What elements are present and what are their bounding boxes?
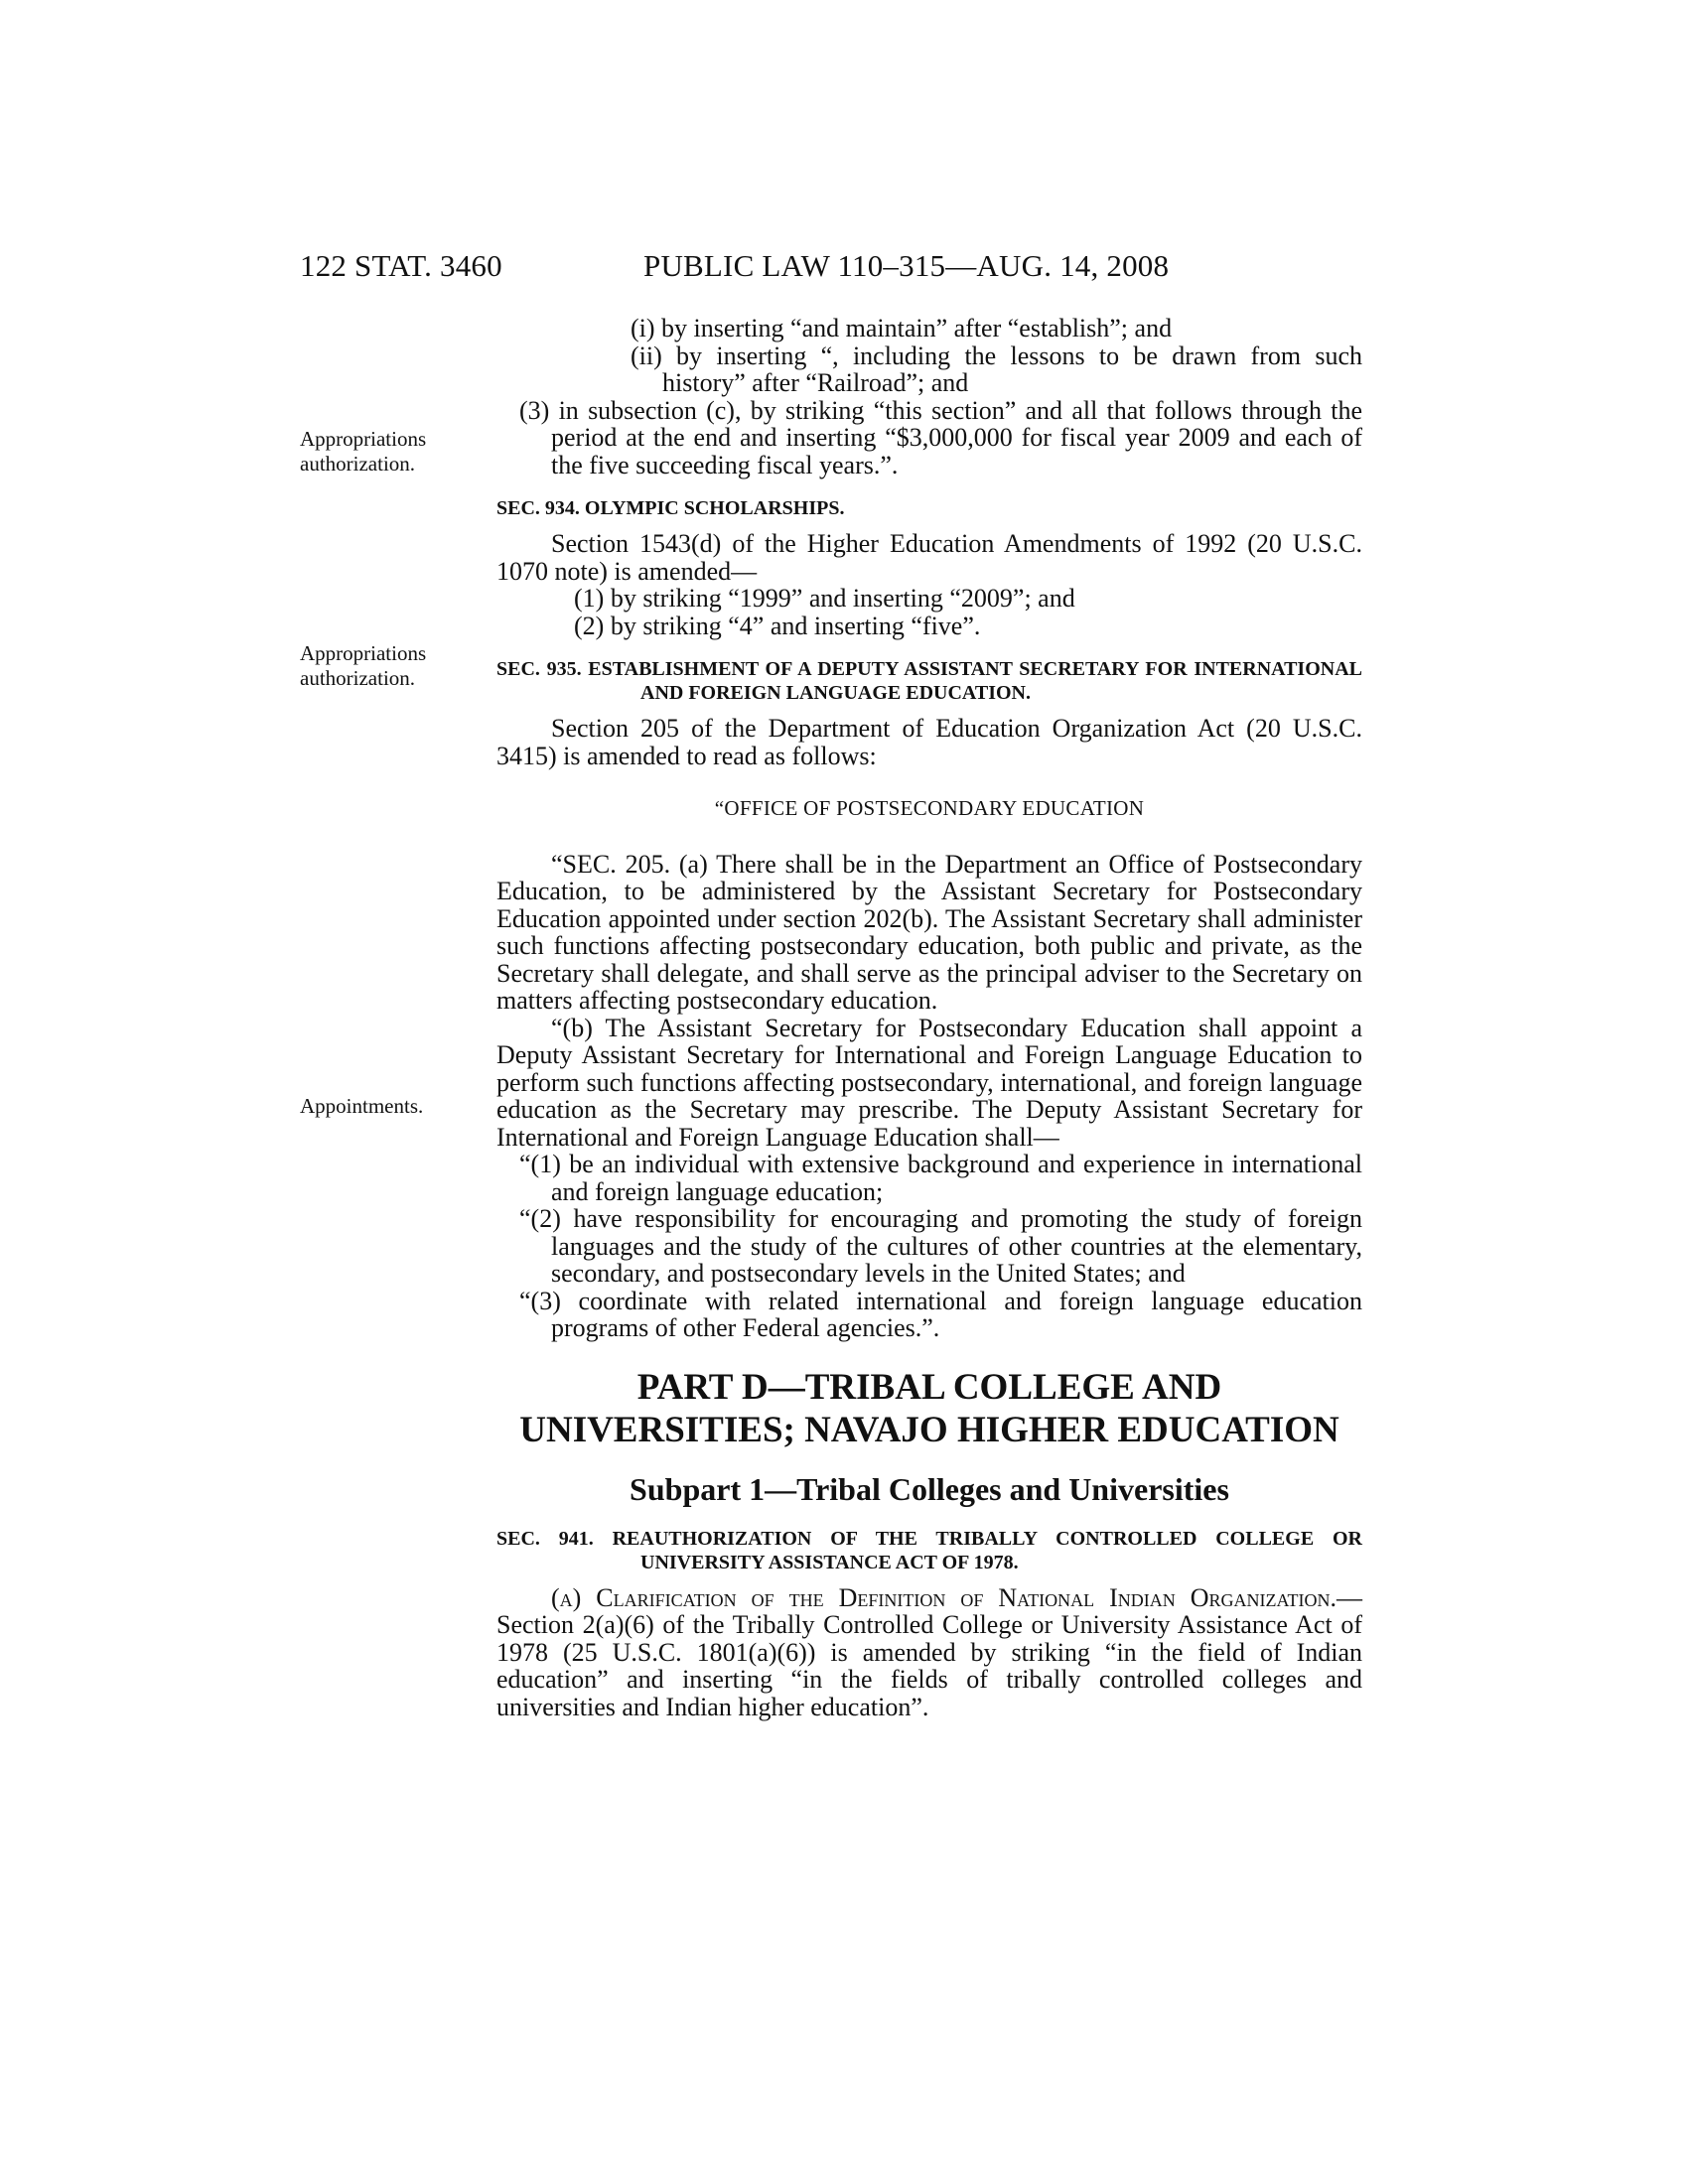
section-934-item-2: (2) by striking “4” and inserting “five”. <box>574 611 981 640</box>
clause-i: (i) by inserting “and maintain” after “establish”; and <box>631 314 1173 342</box>
margin-note-appropriations-2: Appropriations authorization. <box>300 641 427 690</box>
subpart-1-heading: Subpart 1—Tribal Colleges and Universities <box>630 1470 1229 1507</box>
part-d-heading: PART D—TRIBAL COLLEGE AND UNIVERSITIES; NAVAJO HIGHER EDUCATION <box>519 1366 1339 1450</box>
section-934-item-1: (1) by striking “1999” and inserting “2009”; and <box>574 584 1075 613</box>
section-205-a: “SEC. 205. (a) There shall be in the Department an Office of Postsecondary Education, to be administered by the Assistant Secretary for Postsecondary Education appointed under section 202(b). The Assistant Secretary shall administer such functions affecting postsecondary education, both public and private, as the Secretary shall delegate, and shall serve as the principal adviser to the Secretary on matters affecting postsecondary education. <box>496 849 1362 1015</box>
document-body <box>496 315 1362 1720</box>
section-941-a <box>496 1584 1362 1721</box>
margin-note-appointments: Appointments. <box>300 1094 424 1118</box>
section-941-a-text: —Section 2(a)(6) of the Tribally Controlled College or University Assistance Act of 1978 (25 U.S.C. 1801(a)(6)) is amended by striking “in the field of Indian education” and inserting “in the fields of tribally controlled colleges and universities and Indian higher education”. <box>496 1582 1362 1721</box>
section-heading-934: SEC. 934. OLYMPIC SCHOLARSHIPS. <box>496 497 845 519</box>
page-running-head: PUBLIC LAW 110–315—AUG. 14, 2008 <box>643 248 1170 283</box>
section-205-b-1: “(1) be an individual with extensive background and experience in international and foreign language education; <box>519 1150 1362 1206</box>
section-205-b: “(b) The Assistant Secretary for Postsecondary Education shall appoint a Deputy Assistant Secretary for International and Foreign Language Education to perform such functions affecting postsecondary, international, and foreign language education as the Secretary may prescribe. The Deputy Assistant Secretary for International and Foreign Language Education shall— <box>496 1013 1362 1152</box>
section-935-text: Section 205 of the Department of Education Organization Act (20 U.S.C. 3415) is amended to read as follows: <box>496 714 1362 770</box>
section-934-text: Section 1543(d) of the Higher Education Amendments of 1992 (20 U.S.C. 1070 note) is amended— <box>496 529 1362 586</box>
section-941-a-caption: (a) Clarification of the Definition of National Indian Organization. <box>551 1582 1336 1612</box>
clause-ii: (ii) by inserting “, including the lessons to be drawn from such history” after “Railroad”; and <box>631 341 1362 397</box>
section-heading-941: SEC. 941. REAUTHORIZATION OF THE TRIBALLY CONTROLLED COLLEGE OR UNIVERSITY ASSISTANCE ACT OF 1978. <box>496 1527 1362 1573</box>
section-heading-935: SEC. 935. ESTABLISHMENT OF A DEPUTY ASSISTANT SECRETARY FOR INTERNATIONAL AND FOREIGN LANGUAGE EDUCATION. <box>496 658 1362 704</box>
page-statute-number: 122 STAT. 3460 <box>300 248 502 283</box>
office-heading: “OFFICE OF POSTSECONDARY EDUCATION <box>714 796 1145 820</box>
margin-note-appropriations-1: Appropriations authorization. <box>300 427 427 476</box>
section-205-b-2: “(2) have responsibility for encouraging and promoting the study of foreign languages and the study of the cultures of other countries at the elementary, secondary, and postsecondary levels in the United States; and <box>519 1204 1362 1288</box>
paragraph-3: (3) in subsection (c), by striking “this section” and all that follows through the period at the end and inserting “$3,000,000 for fiscal year 2009 and each of the five succeeding fiscal years.”. <box>519 395 1362 479</box>
section-205-b-3: “(3) coordinate with related international and foreign language education programs of other Federal agencies.”. <box>519 1286 1362 1342</box>
